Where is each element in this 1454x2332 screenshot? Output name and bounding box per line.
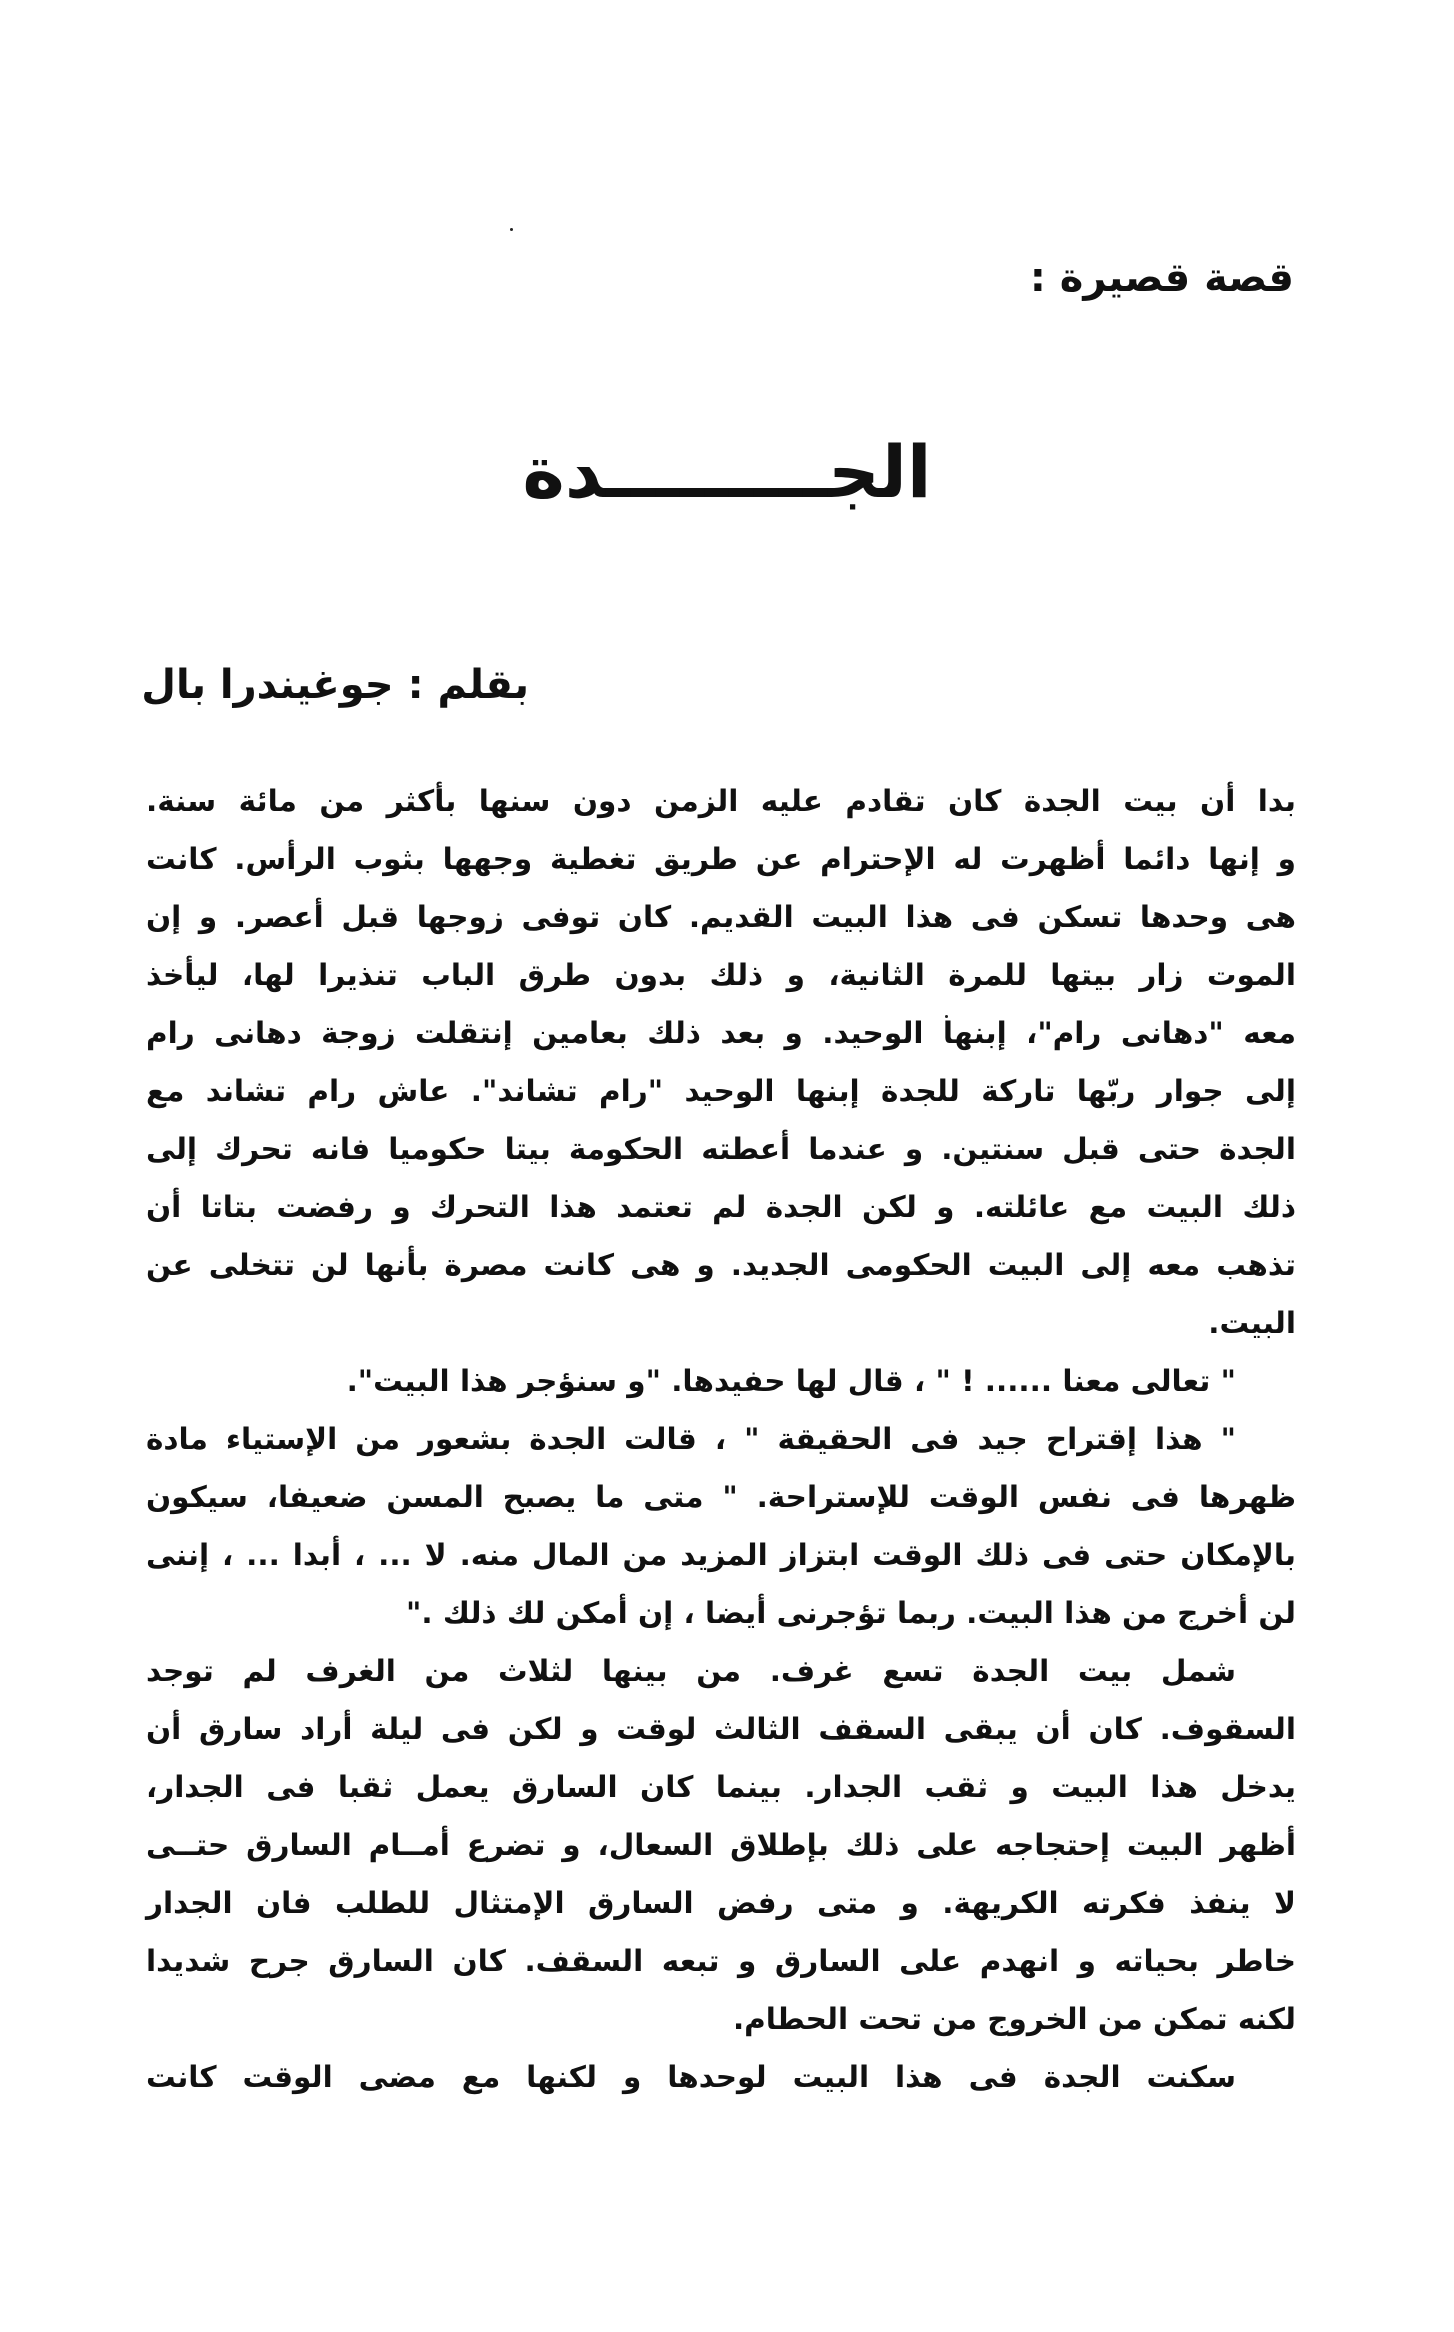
body-line: يدخل هذا البيت و ثقب الجدار. بينما كان السارق يعمل ثقبا فى الجدار،: [146, 1770, 1296, 1804]
body-line: هى وحدها تسكن فى هذا البيت القديم. كان توفى زوجها قبل أعصر. و إن: [146, 900, 1296, 934]
body-line: و إنها دائما أظهرت له الإحترام عن طريق تغطية وجهها بثوب الرأس. كانت: [146, 842, 1296, 876]
story-type-label: قصة قصيرة :: [1029, 255, 1294, 301]
body-line: لكنه تمكن من الخروج من تحت الحطام.: [732, 2002, 1296, 2036]
body-line: سكنت الجدة فى هذا البيت لوحدها و لكنها مع مضى الوقت كانت: [146, 2060, 1236, 2094]
body-line: " تعالى معنا ...... ! " ، قال لها حفيدها. "و سنؤجر هذا البيت".: [346, 1364, 1236, 1398]
body-line: معه "دهانى رام"، إبنها الوحيد. و بعد ذلك بعامين إنتقلت زوجة دهانى رام: [146, 1016, 1296, 1050]
body-line: أظهر البيت إحتجاجه على ذلك بإطلاق السعال، و تضرع أمــام السارق حتــى: [146, 1828, 1296, 1862]
body-line: خاطر بحياته و انهدم على السارق و تبعه السقف. كان السارق جرح شديدا: [146, 1944, 1296, 1978]
scan-speck: [510, 228, 513, 231]
body-line: بدا أن بيت الجدة كان تقادم عليه الزمن دون سنها بأكثر من مائة سنة.: [146, 784, 1296, 818]
story-title: الجـــــــــدة: [522, 430, 932, 514]
body-line: " هذا إقتراح جيد فى الحقيقة " ، قالت الجدة بشعور من الإستياء مادة: [146, 1422, 1236, 1456]
body-line: إلى جوار ربّها تاركة للجدة إبنها الوحيد "رام تشاند". عاش رام تشاند مع: [146, 1074, 1296, 1108]
body-line: الموت زار بيتها للمرة الثانية، و ذلك بدون طرق الباب تنذيرا لها، ليأخذ: [146, 958, 1296, 992]
body-line: لا ينفذ فكرته الكريهة. و متى رفض السارق الإمتثال للطلب فان الجدار: [146, 1886, 1296, 1920]
body-line: ظهرها فى نفس الوقت للإستراحة. " متى ما يصبح المسن ضعيفا، سيكون: [146, 1480, 1296, 1514]
body-line: لن أخرج من هذا البيت. ربما تؤجرنى أيضا ، إن أمكن لك ذلك .": [406, 1596, 1296, 1630]
body-line: البيت.: [1208, 1306, 1296, 1340]
body-line: ذلك البيت مع عائلته. و لكن الجدة لم تعتمد هذا التحرك و رفضت بتاتا أن: [146, 1190, 1296, 1224]
story-body: [146, 772, 1296, 2106]
author-byline: بقلم : جوغيندرا بال: [141, 662, 529, 708]
body-line: شمل بيت الجدة تسع غرف. من بينها لثلاث من الغرف لم توجد: [146, 1654, 1236, 1688]
body-line: تذهب معه إلى البيت الحكومى الجديد. و هى كانت مصرة بأنها لن تتخلى عن: [146, 1248, 1296, 1282]
body-line: السقوف. كان أن يبقى السقف الثالث لوقت و لكن فى ليلة أراد سارق أن: [146, 1712, 1296, 1746]
body-line: بالإمكان حتى فى ذلك الوقت ابتزاز المزيد من المال منه. لا ... ، أبدا ... ، إننى: [146, 1538, 1296, 1572]
body-line: الجدة حتى قبل سنتين. و عندما أعطته الحكومة بيتا حكوميا فانه تحرك إلى: [146, 1132, 1296, 1166]
